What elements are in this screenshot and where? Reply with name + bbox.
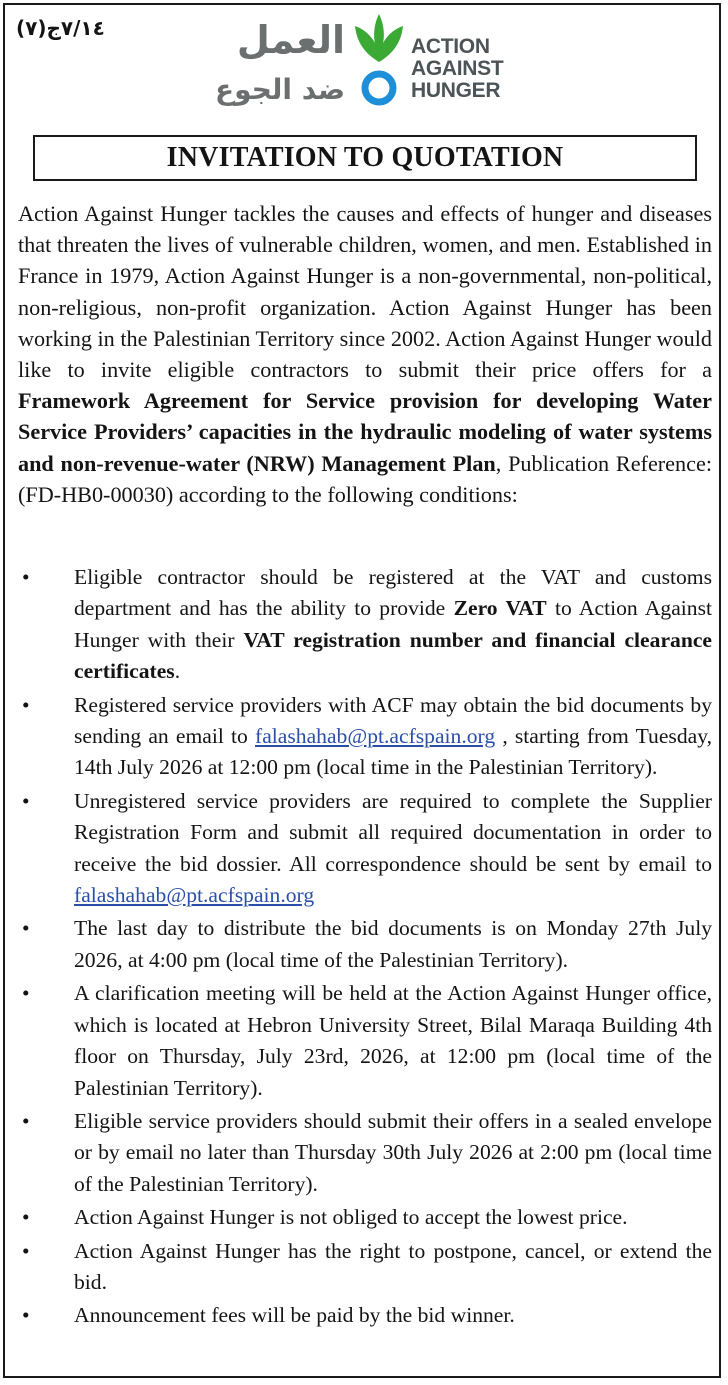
condition-item <box>18 562 712 688</box>
condition-bold: Zero VAT <box>453 596 547 621</box>
condition-item <box>18 1236 712 1299</box>
condition-item <box>18 690 712 784</box>
logo-arabic-line2: ضد الجوع <box>215 73 345 106</box>
condition-text: , starting from Tuesday, 14th July 2026 at 12:00 pm (local time in the Palestinian Territory). <box>74 724 712 780</box>
condition-item <box>18 1202 712 1233</box>
logo-word-2: AGAINST <box>411 57 504 80</box>
condition-text: to Action Against Hunger with their <box>74 596 712 652</box>
intro-project-title: Framework Agreement for Service provision for developing Water Service Providers’ capacities in the hydraulic modeling of water systems and non-revenue-water (NRW) Management Plan <box>18 388 712 476</box>
condition-text: A clarification meeting will be held at the Action Against Hunger office, which is located at Hebron University Street, Bilal Maraqa Building 4th floor on Thursday, July 23rd, 2026, at 12:00 pm (local time of the Palestinian Territory). <box>74 981 712 1100</box>
condition-text: Action Against Hunger has the right to postpone, cancel, or extend the bid. <box>74 1238 712 1294</box>
logo-english-text <box>411 36 503 102</box>
action-against-hunger-logo <box>205 12 525 112</box>
condition-item <box>18 1300 712 1331</box>
condition-text: Registered service providers with ACF may obtain the bid documents by sending an email to <box>74 692 712 749</box>
condition-text: Eligible service providers should submit their offers in a sealed envelope or by email no later than Thursday 30th July 2026 at 2:00 pm (local time of the Palestinian Territory). <box>74 1108 712 1196</box>
conditions-list <box>18 562 712 1334</box>
condition-text: Eligible contractor should be registered at the VAT and customs department and has the ability to provide <box>74 565 712 621</box>
intro-text-1: Action Against Hunger tackles the causes and effects of hunger and diseases that threaten the lives of vulnerable children, women, and men. Established in France in 1979, Action Against Hunger is a non-governmental, non-political, non-religious, non-profit organization. Action Against Hunger has been working in the Palestinian Territory since 2002. Action Against Hunger would like to invite eligible contractors to submit their price offers for a <box>18 201 712 383</box>
logo-arabic-line1: العمل <box>236 18 345 62</box>
intro-text-2: , Publication Reference: (FD-HB0-00030) according to the following conditions: <box>18 450 712 507</box>
condition-text: . <box>174 659 181 684</box>
bullet-icon: • <box>22 1205 30 1230</box>
bullet-icon: • <box>22 565 30 589</box>
bullet-icon: • <box>22 1108 30 1133</box>
condition-text: Action Against Hunger is not obliged to accept the lowest price. <box>74 1205 628 1230</box>
drop-ring-icon <box>365 74 393 102</box>
condition-item <box>18 978 712 1104</box>
page-title: INVITATION TO QUOTATION <box>166 142 564 173</box>
condition-item <box>18 1106 712 1200</box>
condition-item <box>18 913 712 976</box>
bullet-icon: • <box>22 916 30 941</box>
title-box <box>33 135 697 181</box>
bullet-icon: • <box>22 981 30 1006</box>
condition-text: The last day to distribute the bid documents is on Monday 27th July 2026, at 4:00 pm (local time of the Palestinian Territory). <box>74 916 712 972</box>
leaf-drop-icon <box>353 12 405 112</box>
email-link[interactable]: falashahab@pt.acfspain.org <box>74 883 315 908</box>
bullet-icon: • <box>22 1238 30 1263</box>
condition-text: Announcement fees will be paid by the bid winner. <box>74 1303 515 1328</box>
condition-text: Unregistered service providers are required to complete the Supplier Registration Form and submit all required documentation in order to receive the bid dossier. All correspondence should be sent by email to <box>74 788 712 876</box>
bullet-icon: • <box>22 788 30 813</box>
bullet-icon: • <box>22 692 30 717</box>
bullet-icon: • <box>22 1303 30 1328</box>
condition-item <box>18 786 712 912</box>
intro-paragraph <box>18 198 712 510</box>
logo-word-3: HUNGER <box>411 79 501 102</box>
email-link[interactable]: falashahab@pt.acfspain.org <box>255 724 496 749</box>
reference-number: (٧)٧/١٤ج <box>16 16 105 40</box>
condition-bold: VAT registration number and financial clearance certificates <box>74 627 713 684</box>
logo-word-1: ACTION <box>411 35 490 58</box>
